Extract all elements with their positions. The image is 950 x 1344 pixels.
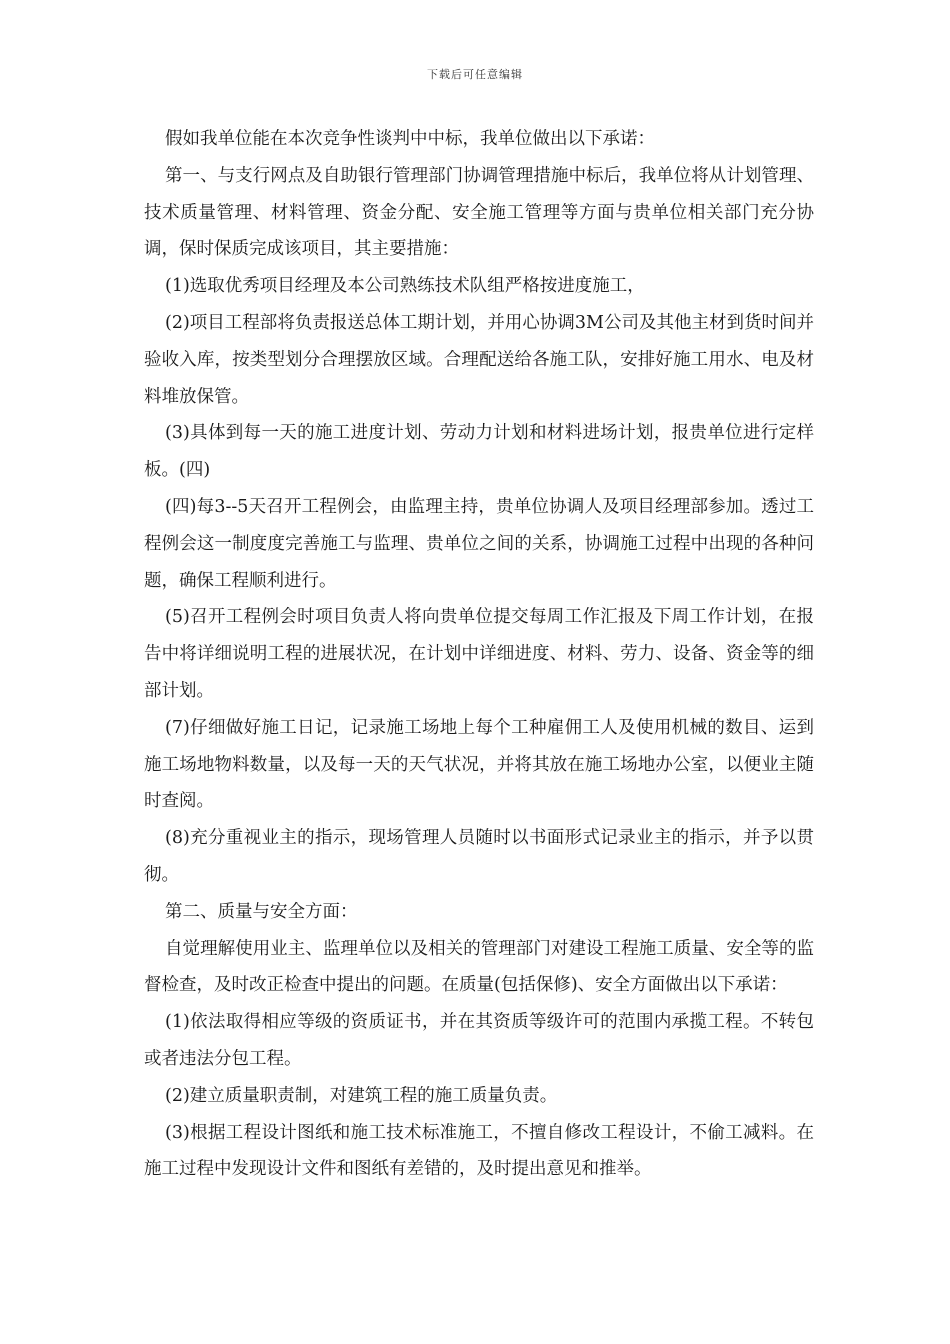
paragraph-item: (3)具体到每一天的施工进度计划、劳动力计划和材料进场计划，报贵单位进行定样板。(四) [144, 423, 814, 481]
paragraph-item: (1)选取优秀项目经理及本公司熟练技术队组严格按进度施工， [165, 276, 645, 297]
paragraph-item: (1)依法取得相应等级的资质证书，并在其资质等级许可的范围内承揽工程。不转包或者违法分包工程。 [144, 1012, 814, 1069]
paragraph-item: (2)项目工程部将负责报送总体工期计划，并用心协调3M公司及其他主材到货时间并验收入库，按类型划分合理摆放区域。合理配送给各施工队，安排好施工用水、电及材料堆放保管。 [144, 312, 814, 407]
paragraph-section-two: 第二、质量与安全方面： [165, 901, 358, 922]
page-header-note: 下载后可任意编辑 [427, 68, 523, 81]
paragraph-section-two-intro: 自觉理解使用业主、监理单位以及相关的管理部门对建设工程施工质量、安全等的监督检查，及时改正检查中提出的问题。在质量(包括保修)、安全方面做出以下承诺： [144, 938, 814, 996]
paragraph-item: (5)召开工程例会时项目负责人将向贵单位提交每周工作汇报及下周工作计划，在报告中将详细说明工程的进展状况，在计划中详细进度、材料、劳力、设备、资金等的细部计划。 [144, 607, 814, 701]
paragraph-item: (四)每3--5天召开工程例会，由监理主持，贵单位协调人及项目经理部参加。透过工程例会这一制度度完善施工与监理、贵单位之间的关系，协调施工过程中出现的各种问题，确保工程顺利进行。 [144, 496, 814, 591]
paragraph-item: (7)仔细做好施工日记，记录施工场地上每个工种雇佣工人及使用机械的数目、运到施工场地物料数量，以及每一天的天气状况，并将其放在施工场地办公室，以便业主随时查阅。 [144, 717, 814, 812]
paragraph-item: (8)充分重视业主的指示，现场管理人员随时以书面形式记录业主的指示，并予以贯彻。 [144, 828, 814, 885]
paragraph-section-one: 第一、与支行网点及自助银行管理部门协调管理措施中标后，我单位将从计划管理、技术质量管理、材料管理、资金分配、安全施工管理等方面与贵单位相关部门充分协调，保时保质完成该项目，其主要措施： [144, 165, 814, 260]
document-body [144, 121, 814, 1188]
paragraph-item: (3)根据工程设计图纸和施工技术标准施工，不擅自修改工程设计，不偷工减料。在施工过程中发现设计文件和图纸有差错的，及时提出意见和推举。 [144, 1122, 814, 1180]
paragraph-item: (2)建立质量职责制，对建筑工程的施工质量负责。 [165, 1085, 558, 1106]
paragraph-intro: 假如我单位能在本次竞争性谈判中中标，我单位做出以下承诺： [165, 129, 655, 149]
